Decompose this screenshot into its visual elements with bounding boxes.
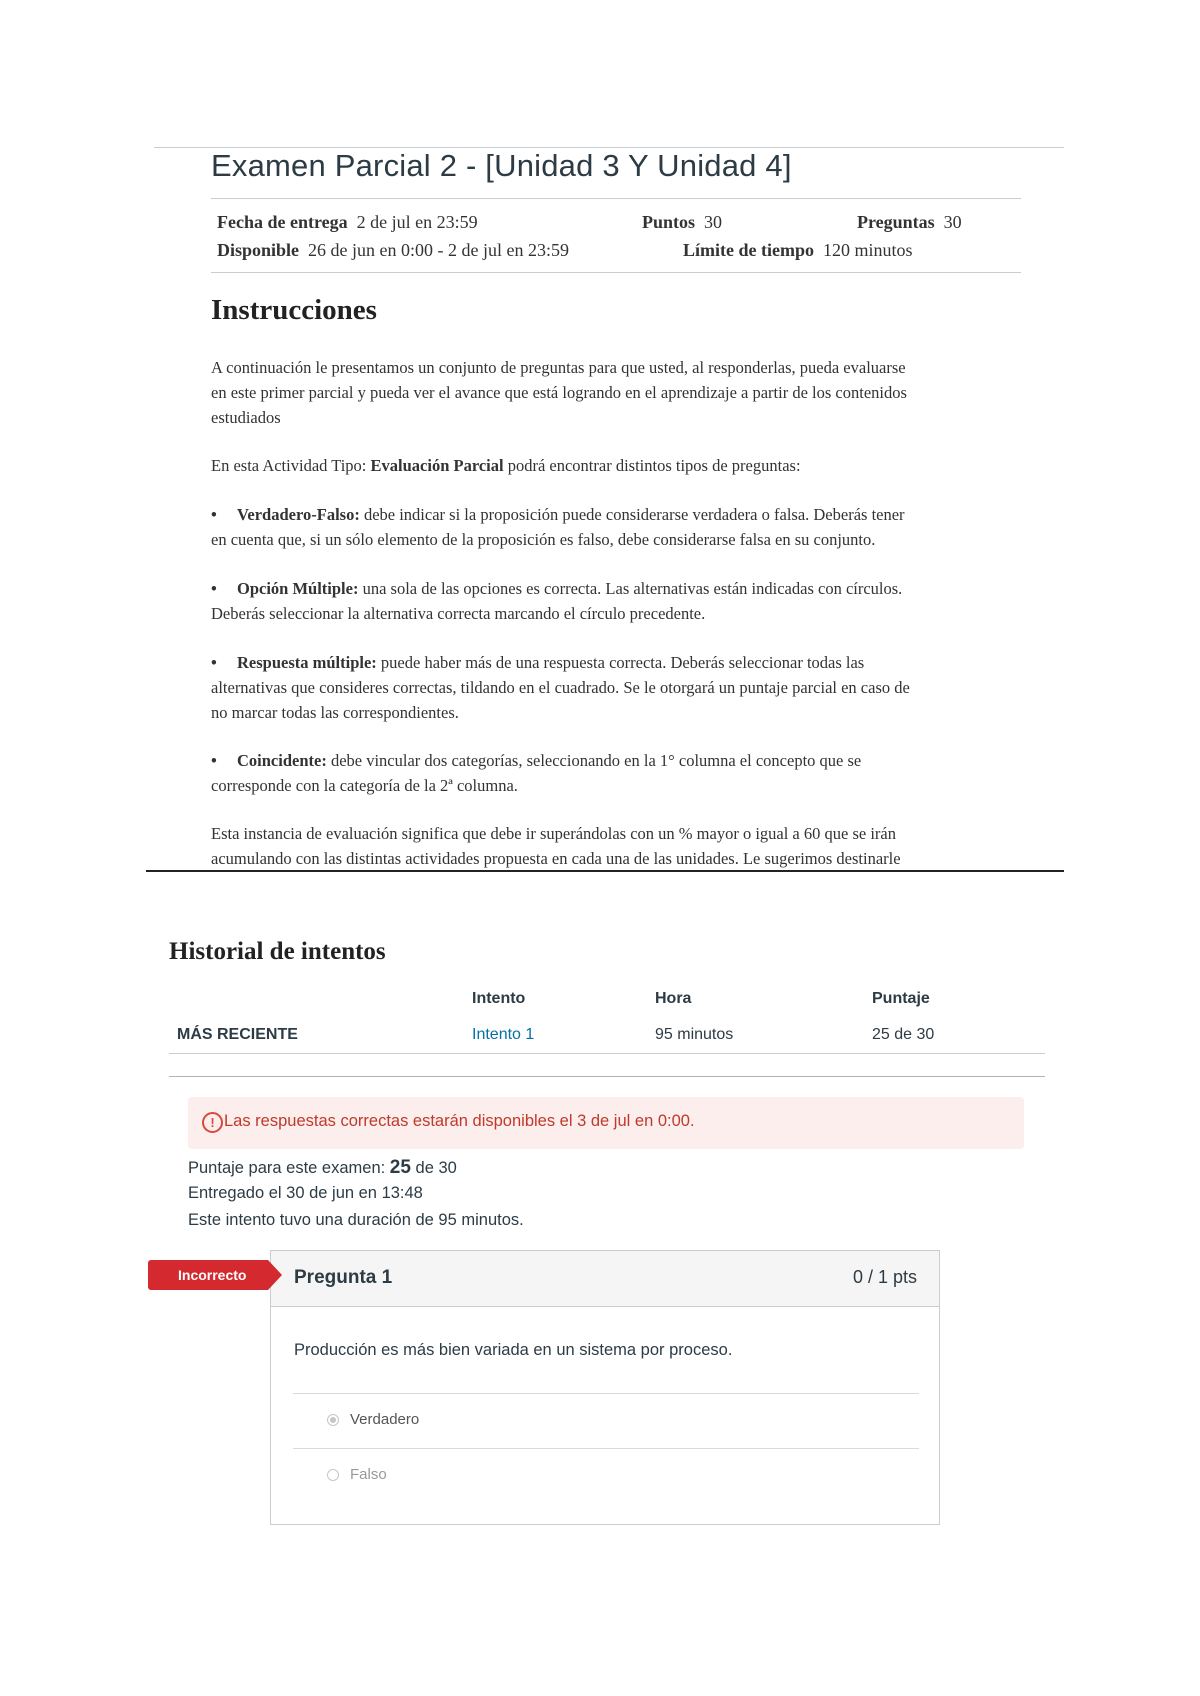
instructions-final: Esta instancia de evaluación significa que debe ir superándolas con un % mayor o igual a 60 que se irán acumulando con las distintas actividades propuesta en cada una de las unidades. Le sugerimos destinarle <box>211 824 901 868</box>
col-header-time: Hora <box>655 990 692 1007</box>
row-label-recent: MÁS RECIENTE <box>177 1026 298 1043</box>
bullet: • <box>211 653 217 672</box>
due-label: Fecha de entrega <box>217 212 348 232</box>
answers-availability-alert <box>188 1097 1024 1149</box>
title-divider <box>211 198 1021 199</box>
score-summary: Puntaje para este examen: 25 de 30 <box>188 1157 457 1178</box>
instructions-heading: Instrucciones <box>211 294 377 326</box>
bullet: • <box>211 505 217 524</box>
question-card <box>270 1250 940 1525</box>
meta-divider <box>211 272 1021 273</box>
time-cell: 95 minutos <box>655 1026 734 1043</box>
answer-divider <box>293 1393 919 1394</box>
attempt-duration: Este intento tuvo una duración de 95 minutos. <box>188 1211 524 1229</box>
due-value: 2 de jul en 23:59 <box>356 212 478 232</box>
incorrect-badge: Incorrecto <box>148 1260 268 1290</box>
score-cell: 25 de 30 <box>872 1026 935 1043</box>
type-respuesta-multiple: • Respuesta múltiple: puede haber más de una respuesta correcta. Deberás seleccionar todas las alternativas que consideres correctas, tildando en el cuadrado. Se le otorgará un puntaje parcial en caso de no marcar todas las correspondientes. <box>211 650 1021 725</box>
type-opcion-multiple: • Opción Múltiple: una sola de las opciones es correcta. Las alternativas están indicadas con círculos. Deberás seleccionar la alternativa correcta marcando el círculo precedente. <box>211 576 1021 626</box>
available-value: 26 de jun en 0:00 - 2 de jul en 23:59 <box>308 240 569 260</box>
question-points: 0 / 1 pts <box>852 1267 917 1287</box>
bullet: • <box>211 751 217 770</box>
points-label: Puntos <box>642 212 696 232</box>
col-header-score: Puntaje <box>872 990 930 1007</box>
time-limit-value: 120 minutos <box>822 240 913 260</box>
page-title: Examen Parcial 2 - [Unidad 3 Y Unidad 4] <box>211 148 792 183</box>
points-value: 30 <box>704 212 723 232</box>
history-row-divider <box>169 1053 1045 1054</box>
instructions-intro <box>211 355 1021 430</box>
answer-radio[interactable] <box>327 1469 339 1481</box>
availability <box>217 240 569 261</box>
score-value: 25 <box>389 1157 411 1178</box>
intro-line: estudiados <box>211 408 281 427</box>
alert-text: Las respuestas correctas estarán disponibles el 3 de jul en 0:00. <box>224 1112 695 1130</box>
type-verdadero-falso: • Verdadero-Falso: debe indicar si la proposición puede considerarse verdadera o falsa. Deberás tener en cuenta que, si un sólo elemento de la proposición es falso, debe considerarse falsa en su conjunto. <box>211 502 1021 552</box>
questions-value: 30 <box>943 212 962 232</box>
time-limit-label: Límite de tiempo <box>683 240 814 260</box>
history-bottom-divider <box>169 1076 1045 1077</box>
time-limit <box>683 240 913 261</box>
questions-label: Preguntas <box>857 212 935 232</box>
question-header <box>271 1251 939 1307</box>
history-heading: Historial de intentos <box>169 938 386 965</box>
question-title: Pregunta 1 <box>294 1267 393 1288</box>
points <box>642 212 722 233</box>
answer-radio-selected[interactable] <box>327 1414 339 1426</box>
attempt-link[interactable]: Intento 1 <box>472 1026 535 1043</box>
exclamation-circle-icon: ! <box>202 1112 223 1133</box>
col-header-attempt: Intento <box>472 990 526 1007</box>
answer-option-verdadero[interactable]: Verdadero <box>350 1411 420 1428</box>
answer-option-falso[interactable]: Falso <box>350 1466 387 1483</box>
instructions-bottom-border <box>146 870 1064 872</box>
answer-divider <box>293 1448 919 1449</box>
bullet: • <box>211 579 217 598</box>
intro-line: en este primer parcial y pueda ver el avance que está logrando en el aprendizaje a partir de los contenidos <box>211 383 907 402</box>
attempt-cell <box>472 1026 534 1044</box>
questions-count <box>857 212 962 233</box>
type-coincidente: • Coincidente: debe vincular dos categorías, seleccionando en la 1° columna el concepto que se corresponde con la categoría de la 2ª columna. <box>211 748 1021 798</box>
question-text: Producción es más bien variada en un sistema por proceso. <box>294 1341 733 1359</box>
available-label: Disponible <box>217 240 300 260</box>
due-date <box>217 212 478 233</box>
intro-line: A continuación le presentamos un conjunto de preguntas para que usted, al responderlas, pueda evaluarse <box>211 358 906 377</box>
question-types-intro: En esta Actividad Tipo: Evaluación Parcial podrá encontrar distintos tipos de preguntas: <box>211 456 801 475</box>
submitted-date: Entregado el 30 de jun en 13:48 <box>188 1184 423 1202</box>
